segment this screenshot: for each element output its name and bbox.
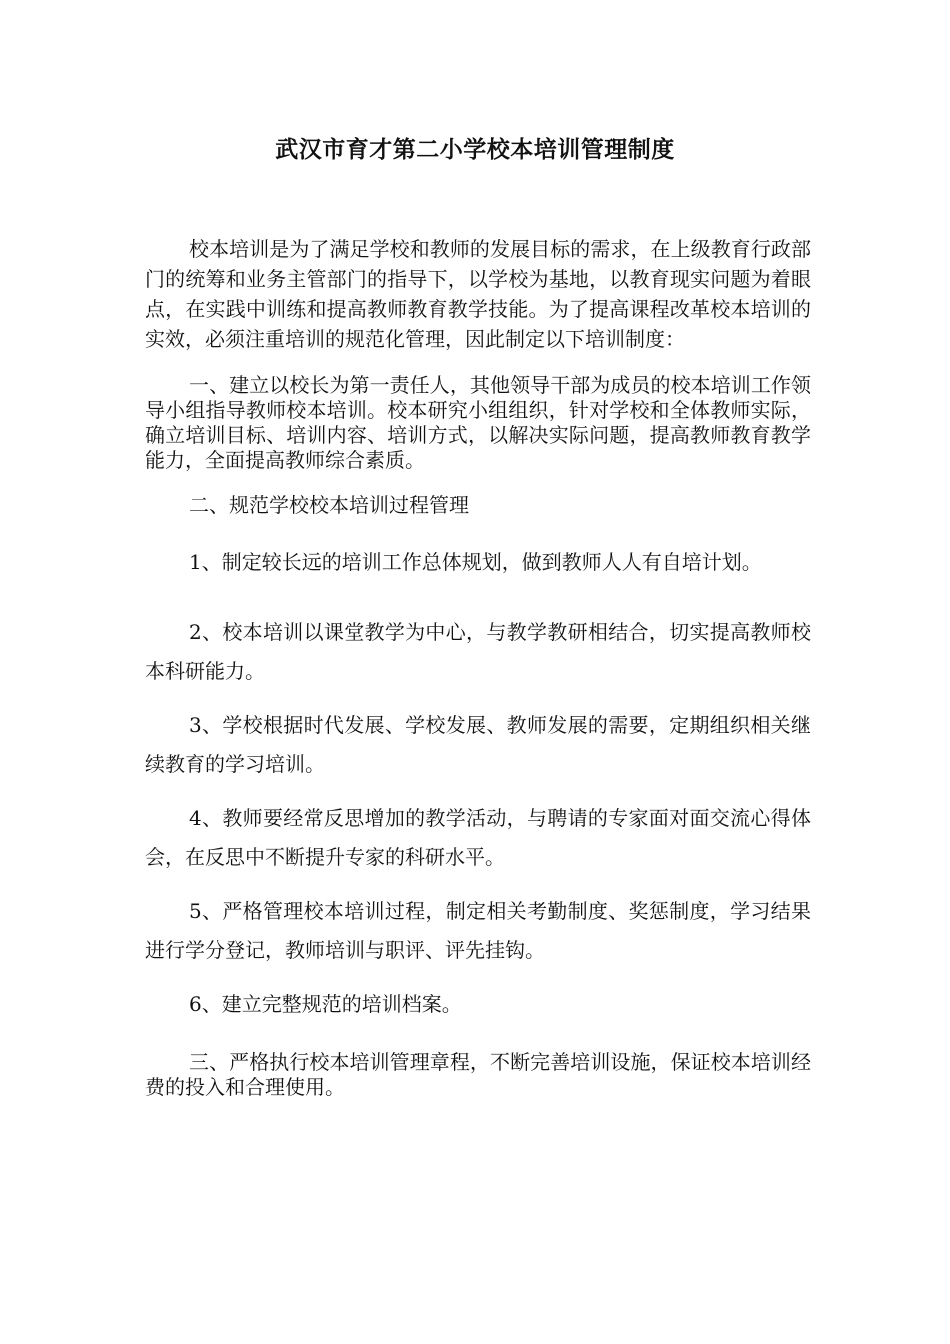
list-item: 2、校本培训以课堂教学为中心，与教学教研相结合，切实提高教师校本科研能力。	[145, 620, 811, 683]
intro-paragraph: 校本培训是为了满足学校和教师的发展目标的需求，在上级教育行政部门的统筹和业务主管部门的指导下，以学校为基地，以教育现实问题为着眼点，在实践中训练和提高教师教育教学技能。为了提高课程改革校本培训的实效，必须注重培训的规范化管理，因此制定以下培训制度：	[145, 237, 811, 351]
list-item: 3、学校根据时代发展、学校发展、教师发展的需要，定期组织相关继续教育的学习培训。	[145, 713, 811, 776]
list-item: 5、严格管理校本培训过程，制定相关考勤制度、奖惩制度，学习结果进行学分登记，教师培训与职评、评先挂钩。	[145, 899, 811, 962]
list-item: 6、建立完整规范的培训档案。	[189, 992, 462, 1016]
list-item: 4、教师要经常反思增加的教学活动，与聘请的专家面对面交流心得体会，在反思中不断提升专家的科研水平。	[145, 806, 811, 869]
section-one-paragraph: 一、建立以校长为第一责任人，其他领导干部为成员的校本培训工作领导小组指导教师校本培训。校本研究小组组织，针对学校和全体教师实际，确立培训目标、培训内容、培训方式，以解决实际问题，提高教师教育教学能力，全面提高教师综合素质。	[145, 373, 811, 472]
section-two-heading: 二、规范学校校本培训过程管理	[189, 493, 469, 517]
section-three-paragraph: 三、严格执行校本培训管理章程，不断完善培训设施，保证校本培训经费的投入和合理使用。	[145, 1050, 811, 1099]
document-title: 武汉市育才第二小学校本培训管理制度	[275, 137, 675, 163]
list-item: 1、制定较长远的培训工作总体规划，做到教师人人有自培计划。	[189, 550, 762, 574]
